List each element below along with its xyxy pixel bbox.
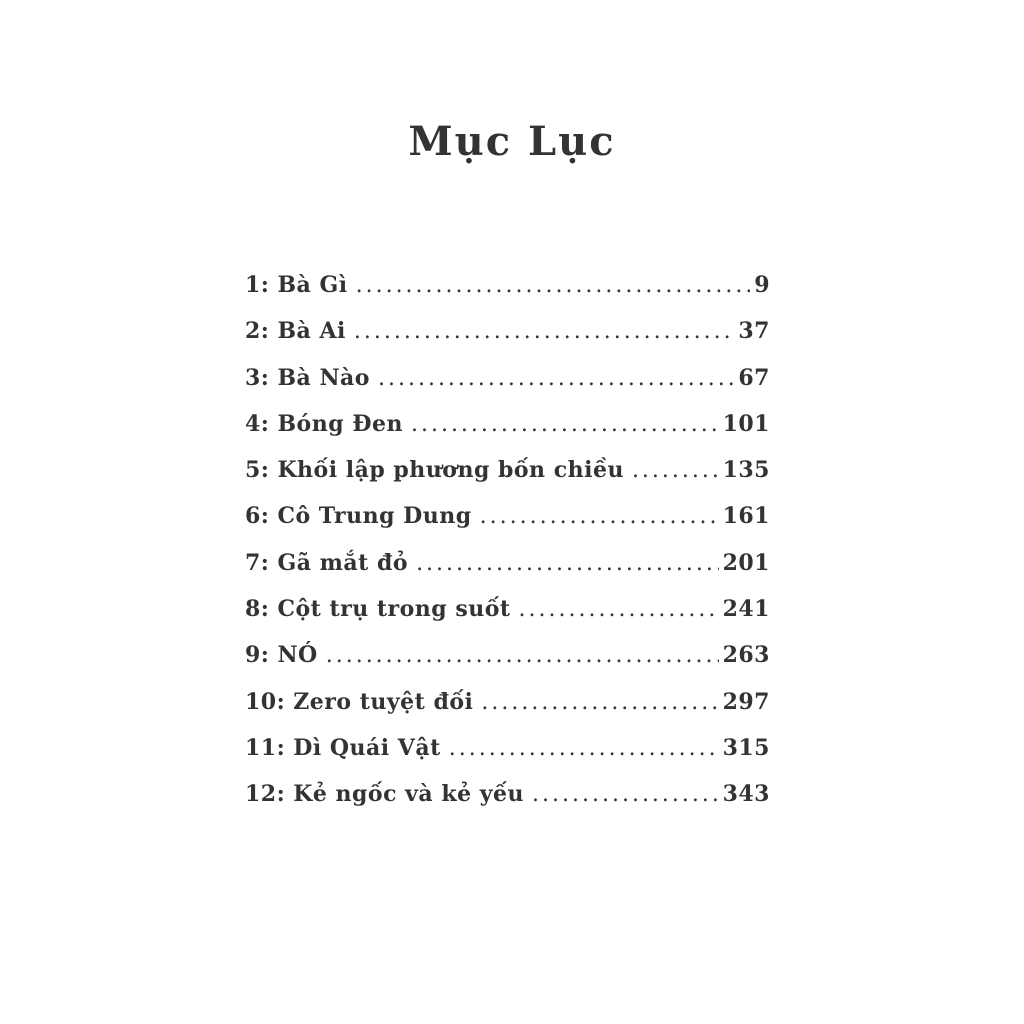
toc-entry: [245, 457, 770, 503]
toc-entry-number: 7:: [245, 549, 270, 576]
toc-entry: [245, 735, 770, 781]
toc-entry-number: 4:: [245, 410, 270, 437]
toc-entry-page: 263: [722, 642, 770, 669]
toc-entry-title: Kẻ ngốc và kẻ yếu: [293, 781, 525, 808]
toc-leader-dots: [326, 643, 719, 668]
toc-leader-dots: [532, 782, 719, 807]
toc-entry-title: Dì Quái Vật: [293, 734, 441, 761]
table-of-contents: [245, 272, 770, 828]
toc-entry-title: Cột trụ trong suốt: [277, 596, 511, 623]
page-title: Mục Lục: [408, 118, 616, 165]
toc-entry-page: 161: [722, 503, 770, 530]
toc-entry-page: 297: [722, 688, 770, 715]
toc-entry: [245, 781, 770, 827]
toc-entry-number: 9:: [245, 642, 270, 669]
toc-entry: [245, 503, 770, 549]
toc-entry-title: Gã mắt đỏ: [277, 549, 409, 576]
toc-leader-dots: [356, 273, 751, 298]
toc-entry: [245, 411, 770, 457]
toc-entry-number: 6:: [245, 503, 270, 530]
toc-leader-dots: [481, 690, 718, 715]
toc-entry-number: 12:: [245, 781, 286, 808]
toc-entry: [245, 642, 770, 688]
toc-leader-dots: [416, 551, 719, 576]
toc-entry-page: 37: [738, 318, 770, 345]
toc-leader-dots: [354, 319, 735, 344]
toc-entry: [245, 365, 770, 411]
toc-entry-title: Bà Gì: [277, 272, 348, 298]
toc-entry-title: Bà Nào: [277, 364, 370, 391]
toc-entry-page: 201: [722, 549, 770, 576]
toc-entry: [245, 689, 770, 735]
toc-leader-dots: [449, 736, 719, 761]
toc-leader-dots: [480, 504, 719, 529]
toc-entry-number: 1:: [245, 272, 270, 298]
toc-entry-number: 11:: [245, 734, 286, 761]
toc-leader-dots: [632, 458, 719, 483]
toc-entry-page: 135: [722, 457, 770, 484]
toc-entry-number: 10:: [245, 688, 286, 715]
toc-entry-title: Khối lập phương bốn chiều: [277, 457, 624, 484]
toc-entry-number: 8:: [245, 596, 270, 623]
toc-entry-number: 5:: [245, 457, 270, 484]
toc-entry-title: NÓ: [277, 642, 318, 669]
toc-entry: [245, 318, 770, 364]
toc-entry-page: 315: [722, 734, 770, 761]
toc-entry-number: 3:: [245, 364, 270, 391]
toc-entry-page: 67: [738, 364, 770, 391]
toc-entry: [245, 272, 770, 318]
toc-entry-page: 343: [722, 781, 770, 808]
toc-leader-dots: [378, 366, 734, 391]
toc-entry-title: Cô Trung Dung: [277, 503, 472, 530]
toc-entry-page: 101: [722, 410, 770, 437]
toc-entry: [245, 596, 770, 642]
toc-entry-title: Zero tuyệt đối: [293, 688, 474, 715]
toc-leader-dots: [519, 597, 719, 622]
toc-entry-page: 241: [722, 596, 770, 623]
toc-leader-dots: [411, 412, 719, 437]
toc-entry-title: Bóng Đen: [277, 410, 403, 437]
toc-entry-title: Bà Ai: [277, 318, 346, 345]
toc-entry: [245, 550, 770, 596]
toc-entry-number: 2:: [245, 318, 270, 345]
toc-entry-page: 9: [754, 272, 770, 298]
